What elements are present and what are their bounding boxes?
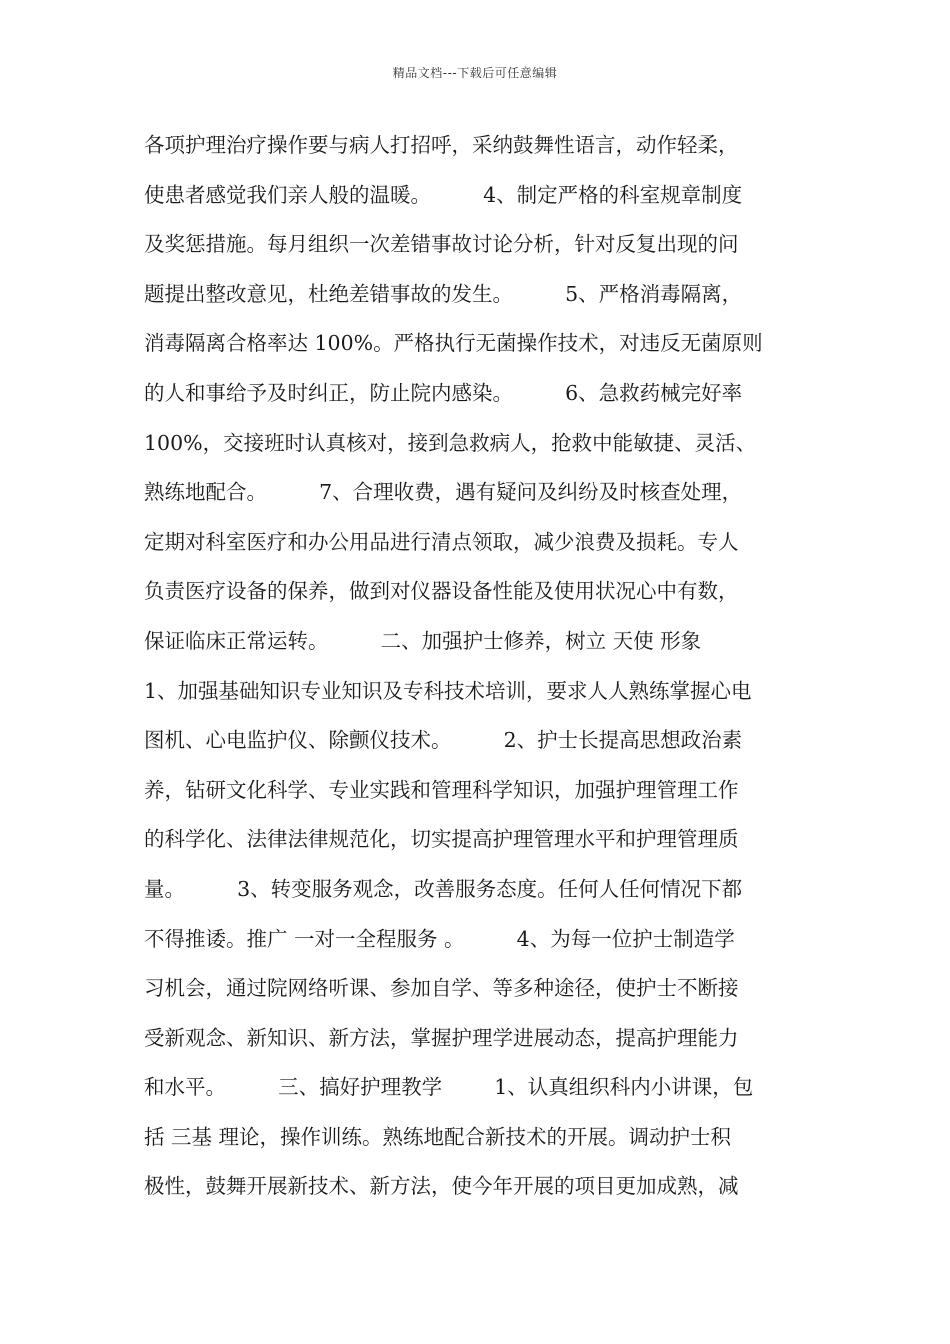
- text-line: 极性，鼓舞开展新技术、新方法，使今年开展的项目更加成熟，减: [144, 1174, 739, 1199]
- text-line: 题提出整改意见，杜绝差错事故的发生。 5、严格消毒隔离，: [144, 281, 743, 306]
- page-header: 精品文档---下载后可任意编辑: [392, 66, 558, 80]
- text-line: 定期对科室医疗和办公用品进行清点领取，减少浪费及损耗。专人: [144, 529, 739, 554]
- text-line: 习机会，通过院网络听课、参加自学、等多种途径，使护士不断接: [144, 976, 739, 1001]
- text-line: 100%，交接班时认真核对，接到急救病人，抢救中能敏捷、灵活、: [144, 430, 757, 455]
- text-line: 及奖惩措施。每月组织一次差错事故讨论分析，针对反复出现的问: [144, 232, 739, 257]
- text-line: 的人和事给予及时纠正，防止院内感染。 6、急救药械完好率: [144, 380, 743, 405]
- text-line: 不得推诿。推广 一对一全程服务 。 4、为每一位护士制造学: [144, 926, 735, 951]
- text-line: 和水平。 三、搞好护理教学 1、认真组织科内小讲课，包: [144, 1075, 754, 1100]
- text-line: 图机、心电监护仪、除颤仪技术。 2、护士长提高思想政治素: [144, 728, 743, 753]
- document-body: [144, 131, 814, 1222]
- text-line: 使患者感觉我们亲人般的温暖。 4、制定严格的科室规章制度: [144, 182, 743, 207]
- text-line: 保证临床正常运转。 二、加强护士修养，树立 天使 形象: [144, 628, 702, 653]
- text-line: 养，钻研文化科学、专业实践和管理科学知识，加强护理管理工作: [144, 777, 739, 802]
- text-line: 各项护理治疗操作要与病人打招呼，采纳鼓舞性语言，动作轻柔，: [144, 133, 739, 157]
- text-line: 括 三基 理论，操作训练。熟练地配合新技术的开展。调动护士积: [144, 1124, 732, 1149]
- text-line: 负责医疗设备的保养，做到对仪器设备性能及使用状况心中有数，: [144, 579, 739, 604]
- text-line: 的科学化、法律法律规范化，切实提高护理管理水平和护理管理质: [144, 827, 739, 852]
- text-line: 量。 3、转变服务观念，改善服务态度。任何人任何情况下都: [144, 876, 743, 901]
- text-line: 熟练地配合。 7、合理收费，遇有疑问及纠纷及时核查处理，: [144, 480, 743, 505]
- text-line: 1、加强基础知识专业知识及专科技术培训，要求人人熟练掌握心电: [144, 678, 752, 703]
- text-line: 受新观念、新知识、新方法，掌握护理学进展动态，提高护理能力: [144, 1025, 739, 1050]
- text-line: 消毒隔离合格率达 100%。严格执行无菌操作技术，对违反无菌原则: [144, 331, 763, 356]
